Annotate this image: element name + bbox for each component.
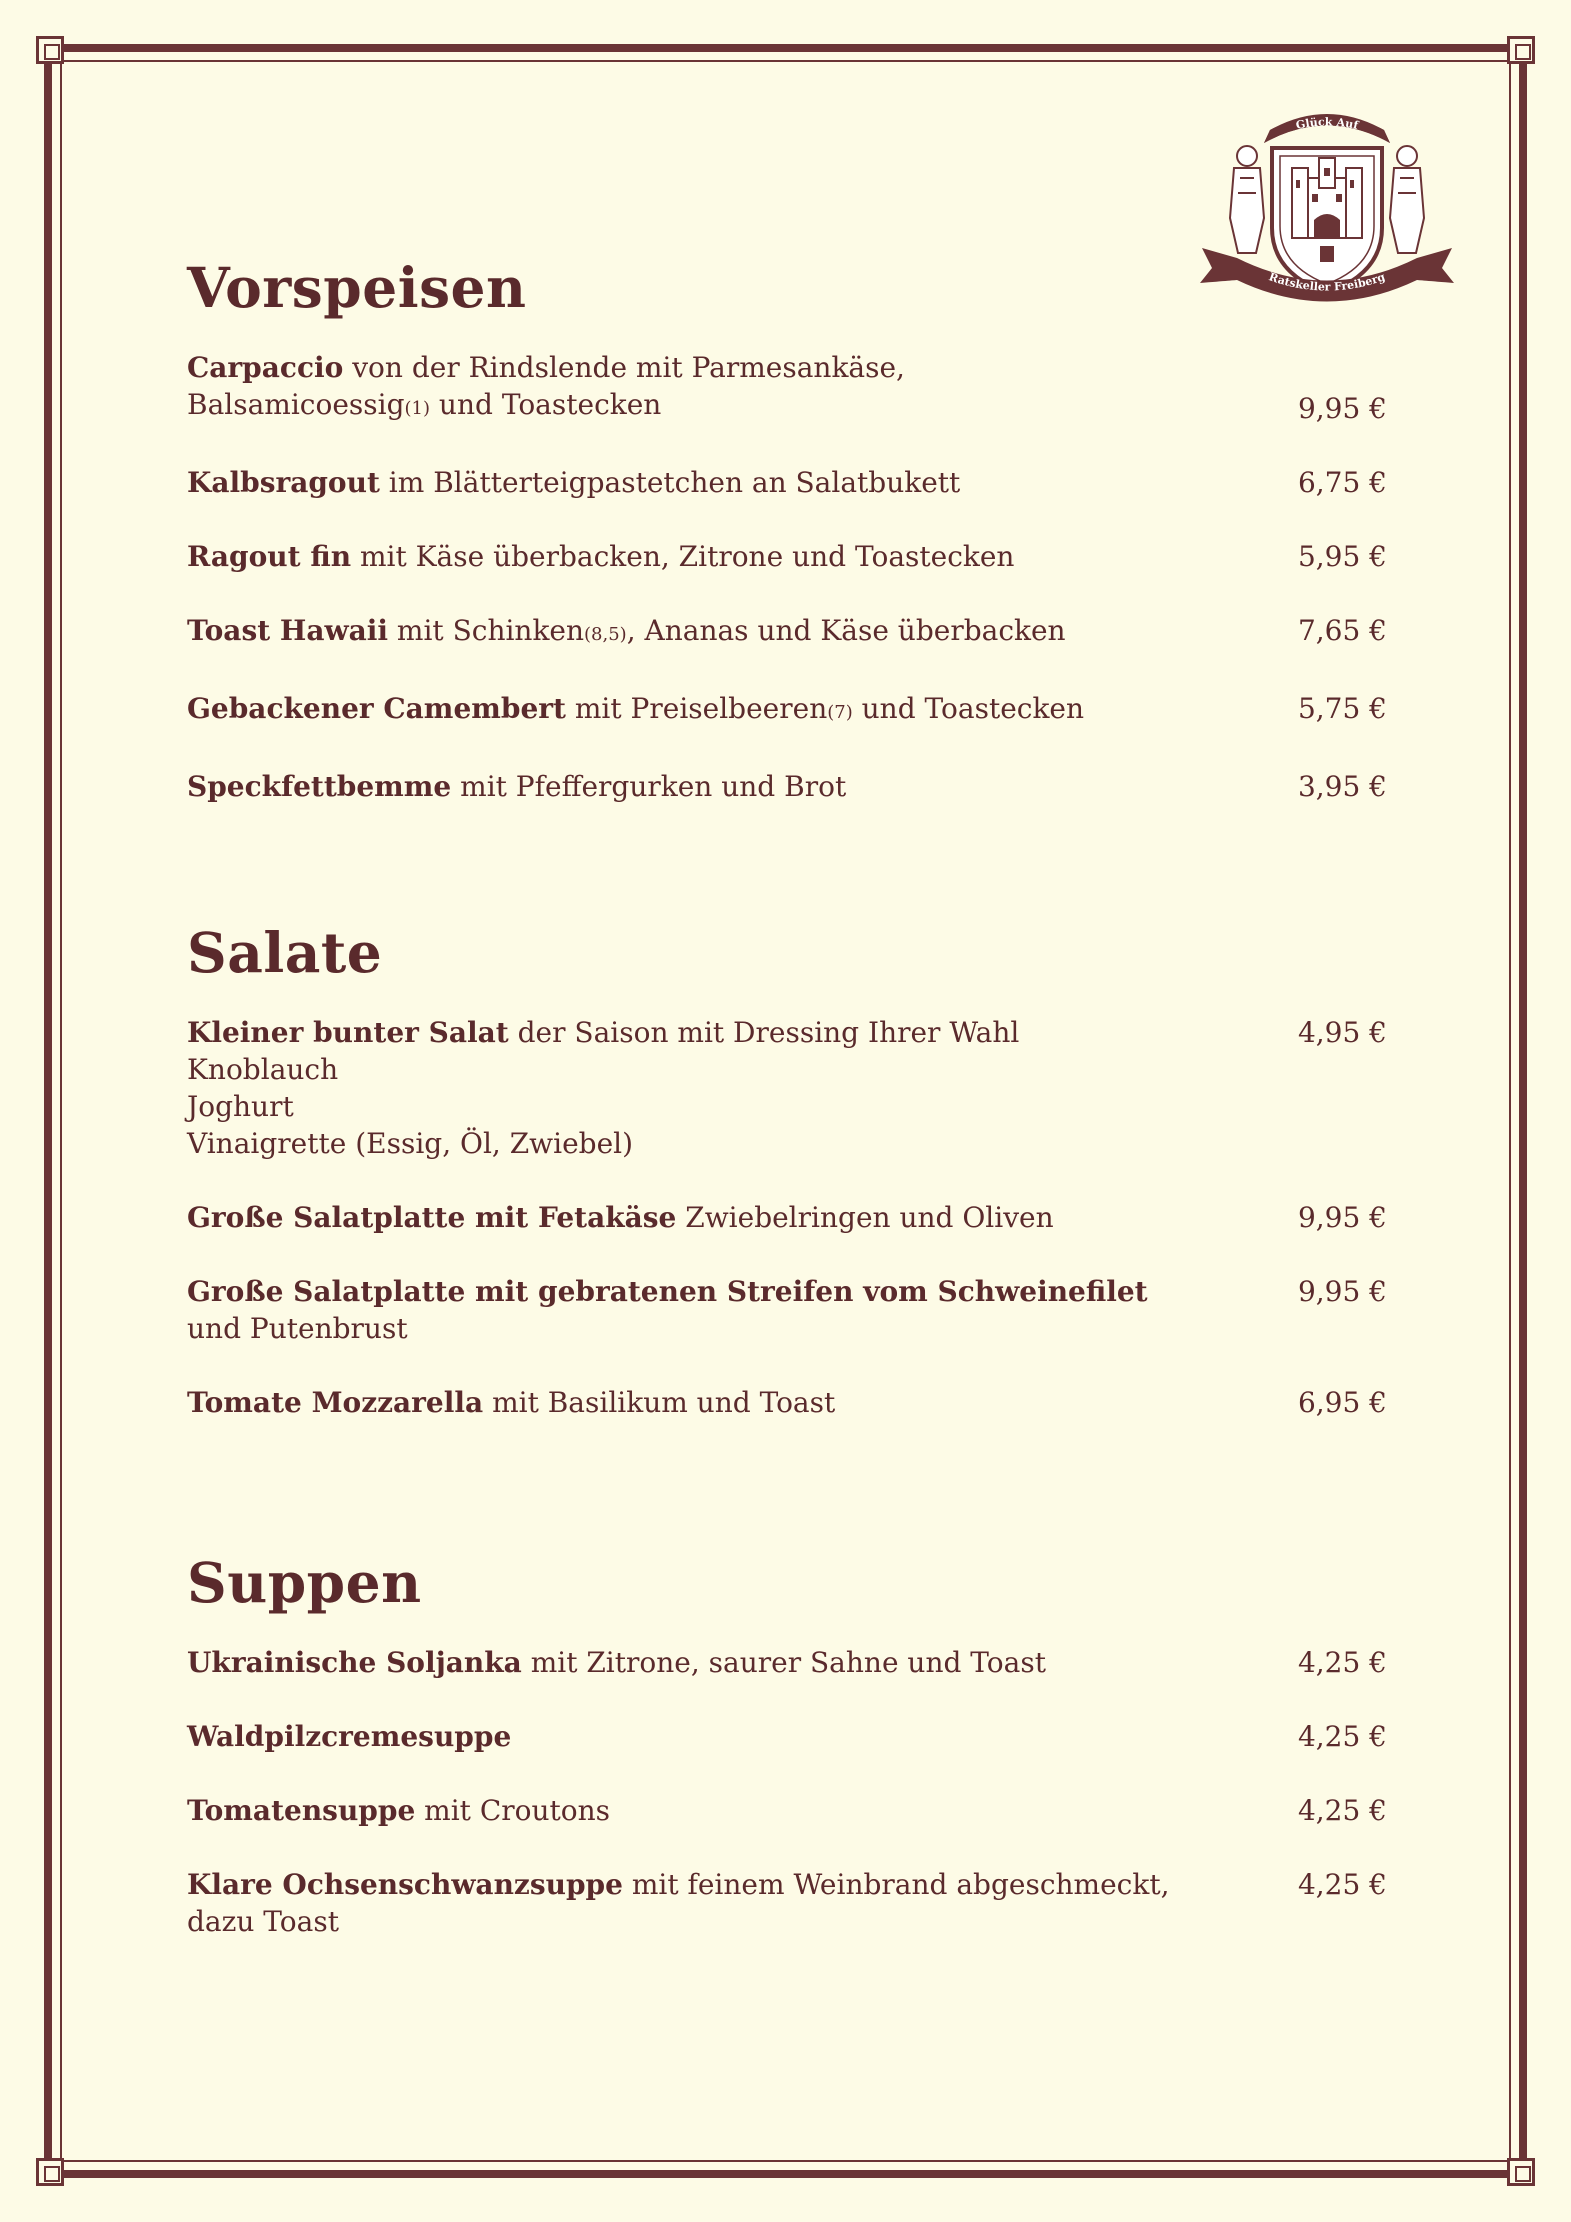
menu-item [187,1644,1387,1681]
item-description: und Putenbrust [187,1312,408,1345]
frame-corner-ornament [1507,36,1535,64]
menu-item [187,1199,1387,1236]
frame-corner-ornament [36,2158,64,2186]
item-description: Balsamicoessig [187,388,405,421]
dressing-option: Knoblauch [187,1053,339,1086]
item-price: 9,95 € [1297,1201,1387,1234]
item-name: Gebackener Camembert [187,692,566,725]
item-description: von der Rindslende mit Parmesankäse, [343,351,905,384]
menu-item [187,768,1387,805]
item-description: und Toastecken [852,692,1085,725]
item-name: Ragout fin [187,540,352,573]
frame-corner-ornament [1507,2158,1535,2186]
menu-item [187,1792,1387,1829]
menu-item [187,538,1387,575]
section-salate [187,920,1387,1421]
menu-item [187,349,1387,427]
item-description: im Blätterteigpastetchen an Salatbukett [379,466,961,499]
item-name: Große Salatplatte mit Fetakäse [187,1201,677,1234]
item-description: mit feinem Weinbrand abgeschmeckt, [622,1868,1170,1901]
section-title: Suppen [187,1550,422,1615]
item-price: 5,95 € [1297,540,1387,573]
svg-text:Glück Auf [1295,115,1361,132]
item-price: 4,95 € [1297,1016,1387,1049]
item-description: mit Croutons [415,1794,611,1827]
allergen-footnote: (8,5) [584,624,627,645]
menu-item [187,612,1387,653]
section-title: Salate [187,920,383,985]
item-description: und Toastecken [430,388,662,421]
item-price: 3,95 € [1297,770,1387,803]
item-price: 6,95 € [1297,1386,1387,1419]
item-name: Kalbsragout [187,466,380,499]
item-name: Kleiner bunter Salat [187,1016,509,1049]
item-price: 9,95 € [1297,1275,1387,1308]
item-price: 4,25 € [1297,1868,1387,1901]
menu-item [187,464,1387,501]
item-price: 5,75 € [1297,692,1387,725]
logo-bottom-banner-text: Ratskeller Freiberg [1267,270,1387,294]
section-title: Vorspeisen [187,255,527,320]
item-description: mit Käse überbacken, Zitrone und Toastecken [351,540,1015,573]
dressing-option: Joghurt [187,1090,294,1123]
menu-item [187,1718,1387,1755]
item-description: , Ananas und Käse überbacken [626,614,1066,647]
allergen-footnote: (7) [827,702,853,723]
item-price: 6,75 € [1297,466,1387,499]
item-description: mit Preiselbeeren [565,692,828,725]
item-name: Große Salatplatte mit gebratenen Streifen vom Schweinefilet [187,1275,1148,1308]
menu-item [187,690,1387,731]
item-description: dazu Toast [187,1905,339,1938]
allergen-footnote: (1) [404,398,431,419]
section-suppen [187,1550,1387,1940]
item-price: 4,25 € [1297,1646,1387,1679]
logo-top-banner-text: Glück Auf [1294,115,1360,133]
item-price: 4,25 € [1297,1794,1387,1827]
menu-item [187,1384,1387,1421]
item-description: mit Pfeffergurken und Brot [451,770,847,803]
item-name: Toast Hawaii [187,614,389,647]
item-name: Ukrainische Soljanka [187,1646,522,1679]
frame-corner-ornament [36,36,64,64]
item-name: Waldpilzcremesuppe [187,1720,512,1753]
menu-item [187,1014,1387,1162]
item-description: Zwiebelringen und Oliven [676,1201,1054,1234]
item-description: mit Zitrone, saurer Sahne und Toast [521,1646,1046,1679]
section-vorspeisen [187,255,1387,805]
menu-item [187,1273,1387,1347]
item-price: 9,95 € [1297,392,1387,425]
item-price: 4,25 € [1297,1720,1387,1753]
item-description: mit Basilikum und Toast [483,1386,836,1419]
item-description: mit Schinken [388,614,585,647]
dressing-option: Vinaigrette (Essig, Öl, Zwiebel) [187,1127,634,1160]
item-name: Speckfettbemme [187,770,452,803]
item-price: 7,65 € [1297,614,1387,647]
item-name: Tomate Mozzarella [187,1386,484,1419]
menu-item [187,1866,1387,1940]
item-name: Klare Ochsenschwanzsuppe [187,1868,623,1901]
item-description: der Saison mit Dressing Ihrer Wahl [508,1016,1020,1049]
item-name: Tomatensuppe [187,1794,416,1827]
item-name: Carpaccio [187,351,344,384]
